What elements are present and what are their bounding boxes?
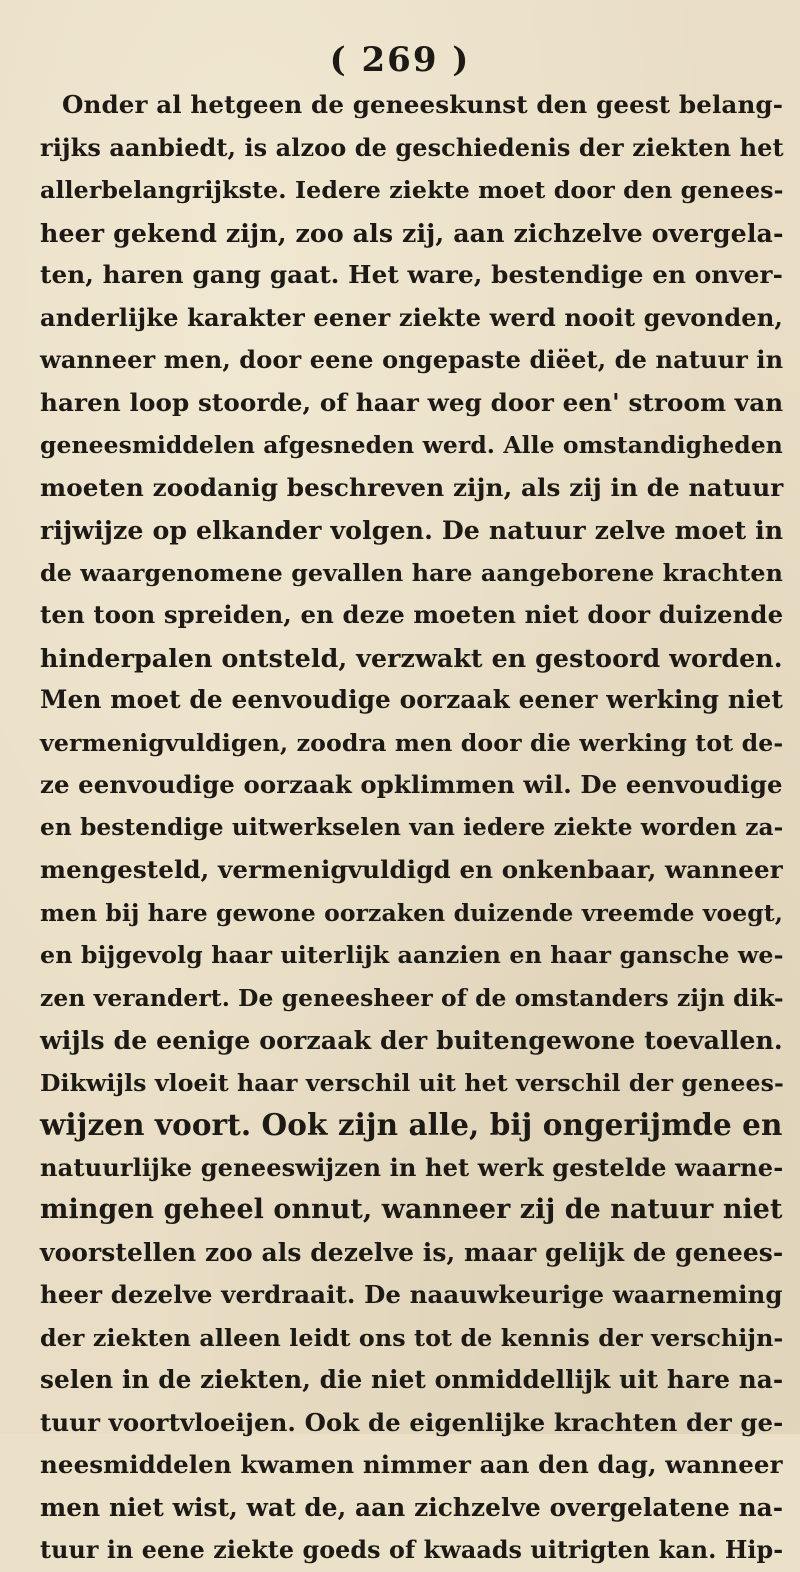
text-line: ten, haren gang gaat. Het ware, bestendige en onver- <box>40 260 783 289</box>
text-line: heer dezelve verdraait. De naauwkeurige waarneming <box>40 1280 783 1309</box>
text-line: wanneer men, door eene ongepaste diëet, de natuur in <box>40 345 784 374</box>
text-line: Men moet de eenvoudige oorzaak eener werking niet <box>40 685 783 714</box>
text-line: wijzen voort. Ook zijn alle, bij ongerijmde en <box>40 1107 783 1142</box>
text-line: hinderpalen ontsteld, verzwakt en gestoord worden. <box>40 642 783 673</box>
text-line: vermenigvuldigen, zoodra men door die werking tot de- <box>40 728 784 757</box>
text-line: geneesmiddelen afgesneden werd. Alle omstandigheden <box>40 431 783 459</box>
text-line: selen in de ziekten, die niet onmiddellijk uit hare na- <box>40 1365 784 1394</box>
text-line: tuur in eene ziekte goeds of kwaads uitrigten kan. Hip- <box>40 1536 784 1564</box>
text-line: en bijgevolg haar uiterlijk aanzien en haar gansche we- <box>40 941 784 969</box>
text-line: natuurlijke geneeswijzen in het werk gestelde waarne- <box>40 1152 784 1182</box>
text-line: en bestendige uitwerkselen van iedere ziekte worden za- <box>40 813 784 841</box>
text-line: haren loop stoorde, of haar weg door een' stroom van <box>40 387 784 417</box>
text-line: anderlijke karakter eener ziekte werd nooit gevonden, <box>40 302 783 332</box>
text-line: voorstellen zoo als dezelve is, maar gelijk de genees- <box>40 1237 784 1267</box>
text-line: heer gekend zijn, zoo als zij, aan zichzelve overgela- <box>40 217 784 248</box>
text-line: ten toon spreiden, en deze moeten niet door duizende <box>40 600 784 629</box>
text-line: rijwijze op elkander volgen. De natuur zelve moet in <box>40 515 784 545</box>
page-number: ( 269 ) <box>329 40 471 80</box>
text-line: Onder al hetgeen de geneeskunst den geest belang- <box>62 90 784 119</box>
text-line: zen verandert. De geneesheer of de omstanders zijn dik- <box>40 983 784 1012</box>
text-line: men niet wist, wat de, aan zichzelve overgelatene na- <box>40 1492 784 1522</box>
text-line: moeten zoodanig beschreven zijn, als zij in de natuur <box>40 472 784 502</box>
text-line: rijks aanbiedt, is alzoo de geschiedenis der ziekten het <box>40 133 784 162</box>
text-line: de waargenomene gevallen hare aangeborene krachten <box>40 558 783 587</box>
text-line: wijls de eenige oorzaak der buitengewone toevallen. <box>40 1025 783 1055</box>
text-line: der ziekten alleen leidt ons tot de kennis der verschijn- <box>40 1323 784 1352</box>
text-line: mengesteld, vermenigvuldigd en onkenbaar, wanneer <box>40 855 783 884</box>
text-line: tuur voortvloeijen. Ook de eigenlijke krachten der ge- <box>40 1407 784 1437</box>
text-line: allerbelangrijkste. Iedere ziekte moet door den genees- <box>40 176 784 204</box>
text-line: mingen geheel onnut, wanneer zij de natuur niet <box>40 1194 783 1225</box>
body-text <box>40 84 782 1572</box>
text-line: ze eenvoudige oorzaak opklimmen wil. De eenvoudige <box>40 770 783 799</box>
text-line: Dikwijls vloeit haar verschil uit het verschil der genees- <box>40 1068 784 1097</box>
text-line: men bij hare gewone oorzaken duizende vreemde voegt, <box>40 898 783 927</box>
text-line: neesmiddelen kwamen nimmer aan den dag, wanneer <box>40 1450 783 1479</box>
